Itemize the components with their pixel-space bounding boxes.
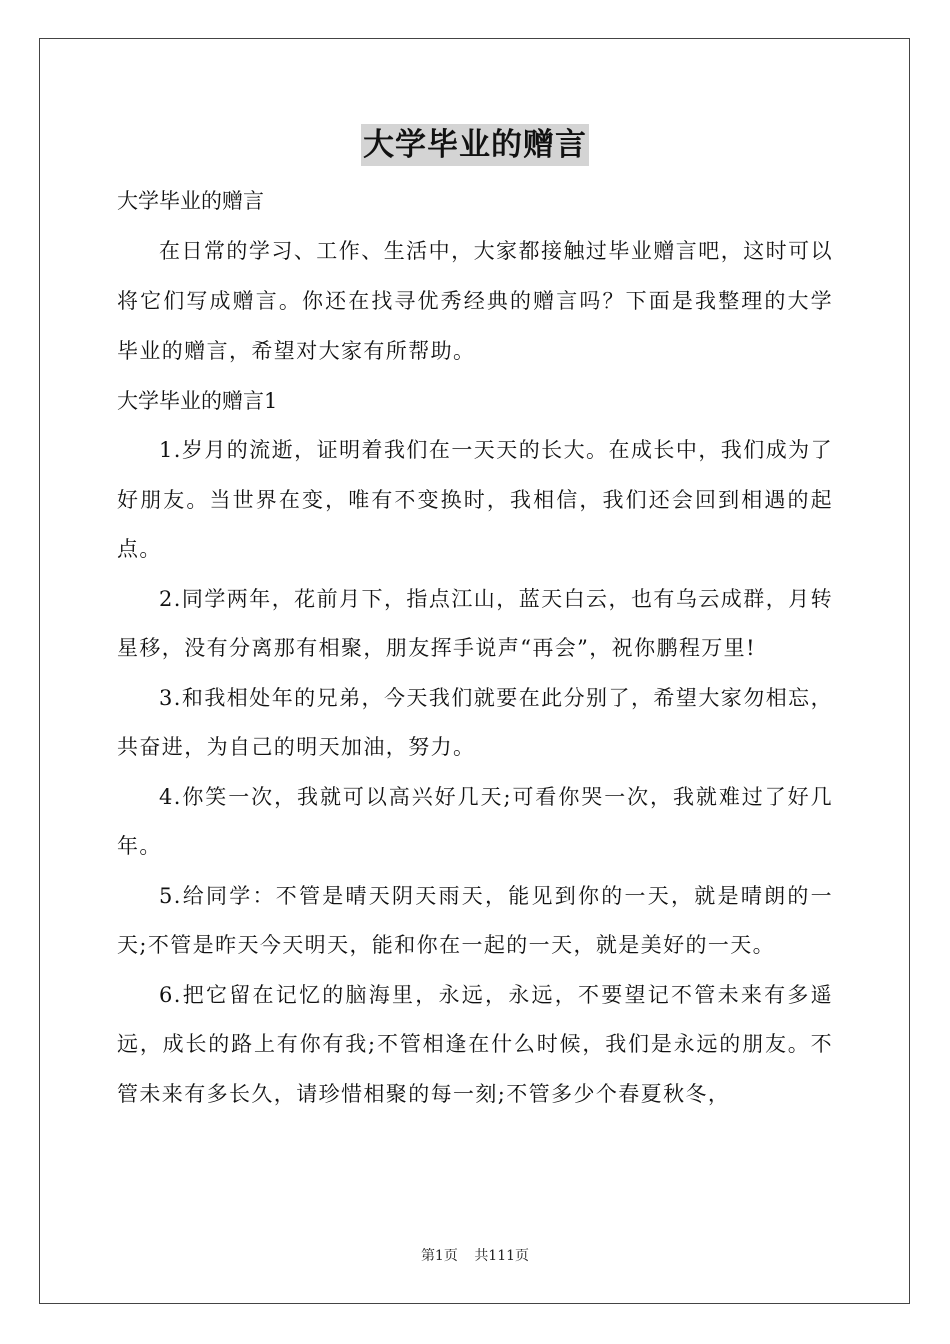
document-title: 大学毕业的赠言 <box>361 124 589 166</box>
list-item: 1.岁月的流逝，证明着我们在一天天的长大。在成长中，我们成为了好朋友。当世界在变，唯有不变换时，我相信，我们还会回到相遇的起点。 <box>117 438 833 561</box>
section-heading: 大学毕业的赠言1 <box>117 389 278 413</box>
page-number: 第1页 <box>420 1248 458 1264</box>
list-item: 3.和我相处年的兄弟，今天我们就要在此分别了，希望大家勿相忘，共奋进，为自己的明天加油，努力。 <box>117 685 833 759</box>
title-container <box>117 124 833 176</box>
document-subtitle: 大学毕业的赠言 <box>117 189 264 213</box>
list-item: 4.你笑一次，我就可以高兴好几天;可看你哭一次，我就难过了好几年。 <box>117 784 833 858</box>
list-item: 2.同学两年，花前月下，指点江山，蓝天白云，也有乌云成群，月转星移，没有分离那有相聚，朋友挥手说声“再会”，祝你鹏程万里! <box>117 586 833 660</box>
intro-paragraph: 在日常的学习、工作、生活中，大家都接触过毕业赠言吧，这时可以将它们写成赠言。你还在找寻优秀经典的赠言吗？下面是我整理的大学毕业的赠言，希望对大家有所帮助。 <box>117 239 833 363</box>
item-list <box>117 426 833 1119</box>
document-body <box>117 124 833 1119</box>
page-footer <box>0 1246 950 1266</box>
page-total: 共111页 <box>474 1248 530 1264</box>
list-item: 6.把它留在记忆的脑海里，永远，永远，不要望记不管未来有多遥远，成长的路上有你有我;不管相逢在什么时候，我们是永远的朋友。不管未来有多长久，请珍惜相聚的每一刻;不管多少个春夏秋冬， <box>117 982 833 1106</box>
list-item: 5.给同学：不管是晴天阴天雨天，能见到你的一天，就是晴朗的一天;不管是昨天今天明天，能和你在一起的一天，就是美好的一天。 <box>117 883 833 957</box>
